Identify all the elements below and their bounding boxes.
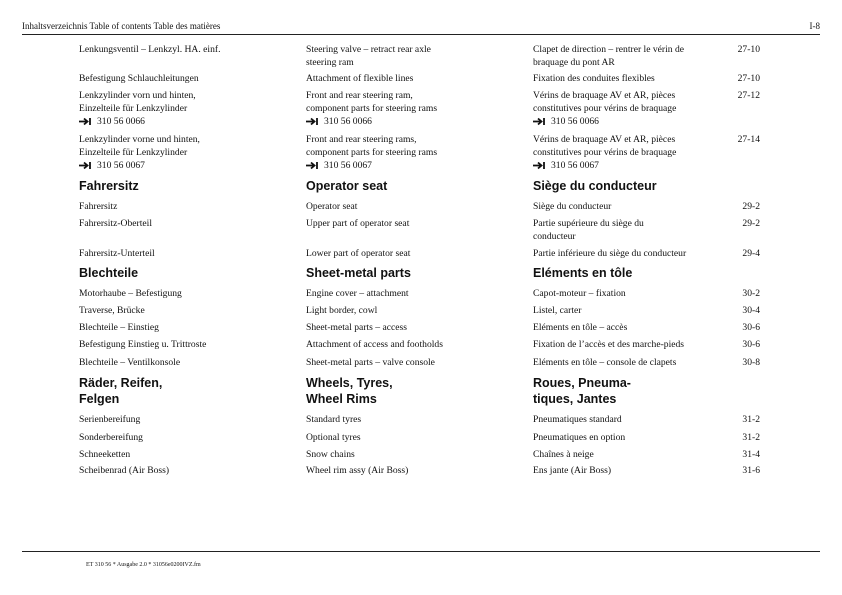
section-heading-line: Roues, Pneuma- [533, 376, 631, 390]
entry-text-en [306, 413, 521, 426]
part-number-reference [306, 115, 521, 128]
entry-text-de [79, 338, 294, 351]
entry-text-de [79, 321, 294, 334]
entry-text-line: Partie supérieure du siège du [533, 218, 644, 229]
entry-text-de [79, 304, 294, 317]
entry-text-line: Motorhaube – Befestigung [79, 288, 182, 299]
part-number: 310 56 0066 [97, 116, 145, 127]
part-number-reference [533, 115, 723, 128]
entry-text-line: Vérins de braquage AV et AR, pièces [533, 134, 676, 145]
entry-text-en [306, 200, 521, 213]
entry-text-line: Operator seat [306, 201, 358, 212]
entry-text-line: Sonderbereifung [79, 432, 143, 443]
section-heading-line: Räder, Reifen, [79, 376, 163, 390]
part-number: 310 56 0067 [551, 160, 599, 171]
section-heading-line: tiques, Jantes [533, 391, 617, 406]
entry-page-ref: 27-10 [737, 44, 760, 55]
entry-text-line: Engine cover – attachment [306, 288, 409, 299]
page-header-title: Inhaltsverzeichnis Table of contents Table des matières [22, 21, 221, 31]
entry-text-line: Fahrersitz-Oberteil [79, 218, 152, 229]
entry-text-line: Ens jante (Air Boss) [533, 465, 612, 476]
entry-text-fr [533, 72, 723, 85]
part-number-reference [533, 159, 723, 172]
section-heading-en [306, 266, 521, 282]
entry-page-ref: 29-2 [742, 201, 760, 212]
part-number: 310 56 0067 [97, 160, 145, 171]
entry-text-line: Siège du conducteur [533, 201, 612, 212]
section-heading-de [79, 266, 294, 282]
entry-text-line: Fahrersitz [79, 201, 118, 212]
entry-text-de [79, 89, 294, 128]
entry-text-de [79, 448, 294, 461]
entry-page-ref: 31-2 [742, 432, 760, 443]
entry-text-line: Lower part of operator seat [306, 248, 411, 259]
entry-text-fr [533, 321, 723, 334]
reference-arrow-icon [533, 161, 546, 170]
entry-text-line: Chaînes à neige [533, 449, 594, 460]
entry-text-line: Capot-moteur – fixation [533, 288, 626, 299]
entry-text-line: Blechteile – Ventilkonsole [79, 357, 181, 368]
entry-text-de [79, 287, 294, 300]
entry-page-ref: 31-4 [742, 449, 760, 460]
entry-text-line: Wheel rim assy (Air Boss) [306, 465, 409, 476]
entry-text-fr [533, 200, 723, 213]
entry-text-line: Clapet de direction – rentrer le vérin de [533, 44, 685, 55]
entry-text-line: Lenkzylinder vorne und hinten, [79, 134, 200, 145]
entry-text-en [306, 356, 521, 369]
section-heading-fr [533, 179, 723, 195]
entry-text-line: braquage du pont AR [533, 57, 615, 68]
entry-text-en [306, 247, 521, 260]
entry-text-line: Front and rear steering rams, [306, 134, 417, 145]
entry-text-line: Serienbereifung [79, 414, 141, 425]
entry-page-ref: 30-6 [742, 322, 760, 333]
entry-text-line: Sheet-metal parts – access [306, 322, 407, 333]
section-heading-line: Felgen [79, 391, 120, 406]
entry-text-line: steering ram [306, 57, 354, 68]
entry-text-fr [533, 247, 723, 260]
entry-text-line: Befestigung Schlauchleitungen [79, 73, 199, 84]
reference-arrow-icon [79, 117, 92, 126]
entry-page-ref: 29-2 [742, 218, 760, 229]
entry-text-fr [533, 217, 723, 243]
footer-rule [22, 551, 820, 552]
entry-text-fr [533, 43, 723, 69]
section-heading-line: Wheels, Tyres, [306, 376, 393, 390]
page-footer: ET 310 56 * Ausgabe 2.0 * 31056e0200IVZ.fm [86, 562, 201, 568]
entry-text-line: conducteur [533, 231, 576, 242]
entry-text-en [306, 72, 521, 85]
section-heading-de [79, 376, 294, 407]
entry-text-de [79, 356, 294, 369]
entry-text-en [306, 464, 521, 477]
entry-text-line: Lenkzylinder vorn und hinten, [79, 90, 196, 101]
entry-text-line: Fixation des conduites flexibles [533, 73, 655, 84]
page-number: I-8 [809, 21, 820, 31]
entry-text-line: Schneeketten [79, 449, 131, 460]
section-heading-line: Sheet-metal parts [306, 266, 411, 280]
section-heading-en [306, 376, 521, 407]
entry-text-line: Fahrersitz-Unterteil [79, 248, 155, 259]
entry-text-line: Einzelteile für Lenkzylinder [79, 147, 188, 158]
section-heading-line: Fahrersitz [79, 179, 139, 193]
entry-text-line: Eléments en tôle – accès [533, 322, 628, 333]
entry-page-ref: 31-6 [742, 465, 760, 476]
entry-text-line: Befestigung Einstieg u. Trittroste [79, 339, 207, 350]
entry-text-line: Einzelteile für Lenkzylinder [79, 103, 188, 114]
entry-page-ref: 27-12 [737, 90, 760, 101]
entry-text-line: constitutives pour vérins de braquage [533, 147, 677, 158]
entry-text-en [306, 321, 521, 334]
entry-text-en [306, 43, 521, 69]
entry-text-en [306, 338, 521, 351]
entry-page-ref: 29-4 [742, 248, 760, 259]
entry-page-ref: 30-8 [742, 357, 760, 368]
entry-text-line: Attachment of access and footholds [306, 339, 443, 350]
entry-text-line: Front and rear steering ram, [306, 90, 413, 101]
entry-text-line: Optional tyres [306, 432, 361, 443]
entry-page-ref: 27-10 [737, 73, 760, 84]
entry-page-ref: 31-2 [742, 414, 760, 425]
entry-text-line: constitutives pour vérins de braquage [533, 103, 677, 114]
entry-text-en [306, 287, 521, 300]
part-number: 310 56 0067 [324, 160, 372, 171]
entry-text-de [79, 217, 294, 230]
entry-text-fr [533, 338, 723, 351]
reference-arrow-icon [79, 161, 92, 170]
reference-arrow-icon [306, 117, 319, 126]
entry-text-en [306, 217, 521, 230]
section-heading-line: Operator seat [306, 179, 388, 193]
entry-text-de [79, 247, 294, 260]
part-number-reference [79, 115, 294, 128]
section-heading-fr [533, 266, 723, 282]
entry-text-fr [533, 448, 723, 461]
reference-arrow-icon [306, 161, 319, 170]
entry-text-line: component parts for steering rams [306, 147, 438, 158]
entry-text-de [79, 133, 294, 172]
entry-text-fr [533, 133, 723, 172]
entry-text-line: Traverse, Brücke [79, 305, 145, 316]
entry-text-line: Blechteile – Einstieg [79, 322, 159, 333]
entry-text-fr [533, 304, 723, 317]
entry-text-de [79, 464, 294, 477]
part-number-reference [306, 159, 521, 172]
entry-text-line: Pneumatiques en option [533, 432, 626, 443]
entry-text-de [79, 72, 294, 85]
entry-text-en [306, 133, 521, 172]
entry-page-ref: 27-14 [737, 134, 760, 145]
entry-text-line: Attachment of flexible lines [306, 73, 414, 84]
part-number: 310 56 0066 [324, 116, 372, 127]
entry-text-line: Lenkungsventil – Lenkzyl. HA. einf. [79, 44, 221, 55]
entry-text-line: Snow chains [306, 449, 355, 460]
entry-text-de [79, 43, 294, 56]
entry-text-line: Steering valve – retract rear axle [306, 44, 431, 55]
part-number-reference [79, 159, 294, 172]
entry-text-line: Scheibenrad (Air Boss) [79, 465, 170, 476]
section-heading-en [306, 179, 521, 195]
entry-text-fr [533, 89, 723, 128]
entry-text-line: Light border, cowl [306, 305, 378, 316]
section-heading-line: Eléments en tôle [533, 266, 633, 280]
entry-text-line: Standard tyres [306, 414, 362, 425]
entry-text-line: Pneumatiques standard [533, 414, 622, 425]
reference-arrow-icon [533, 117, 546, 126]
entry-text-de [79, 431, 294, 444]
entry-text-line: Fixation de l’accès et des marche-pieds [533, 339, 685, 350]
entry-text-line: Sheet-metal parts – valve console [306, 357, 435, 368]
entry-text-en [306, 448, 521, 461]
entry-text-fr [533, 464, 723, 477]
section-heading-line: Siège du conducteur [533, 179, 657, 193]
entry-text-fr [533, 356, 723, 369]
entry-page-ref: 30-6 [742, 339, 760, 350]
section-heading-fr [533, 376, 723, 407]
section-heading-line: Blechteile [79, 266, 139, 280]
entry-page-ref: 30-4 [742, 305, 760, 316]
entry-text-fr [533, 413, 723, 426]
entry-text-line: Upper part of operator seat [306, 218, 410, 229]
entry-text-line: Vérins de braquage AV et AR, pièces [533, 90, 676, 101]
entry-text-de [79, 413, 294, 426]
part-number: 310 56 0066 [551, 116, 599, 127]
entry-text-line: component parts for steering rams [306, 103, 438, 114]
entry-text-line: Listel, carter [533, 305, 582, 316]
entry-page-ref: 30-2 [742, 288, 760, 299]
entry-text-en [306, 431, 521, 444]
entry-text-line: Partie inférieure du siège du conducteur [533, 248, 687, 259]
entry-text-line: Eléments en tôle – console de clapets [533, 357, 677, 368]
entry-text-en [306, 304, 521, 317]
entry-text-fr [533, 431, 723, 444]
entry-text-de [79, 200, 294, 213]
entry-text-fr [533, 287, 723, 300]
section-heading-line: Wheel Rims [306, 391, 377, 406]
section-heading-de [79, 179, 294, 195]
entry-text-en [306, 89, 521, 128]
